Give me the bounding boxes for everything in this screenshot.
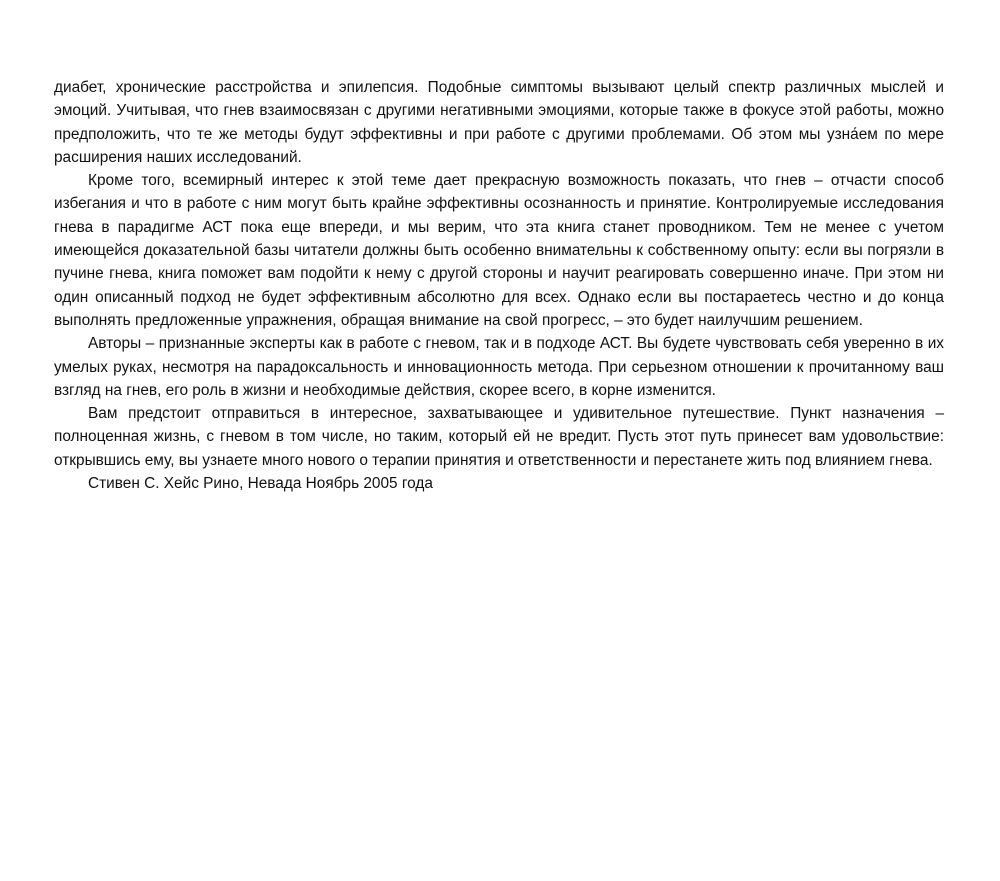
paragraph-4: Вам предстоит отправиться в интересное, захватывающее и удивительное путешествие. Пункт назначения – полноценная жизнь, с гневом в том числе, но таким, который ей не вредит. Пусть этот путь принесет вам удовольствие: открывшись ему, вы узнаете много нового о терапии принятия и ответственности и перестанете жить под влиянием гнева. bbox=[54, 405, 944, 469]
paragraph-3: Авторы – признанные эксперты как в работе с гневом, так и в подходе АСТ. Вы будете чувствовать себя уверенно в их умелых руках, несмотря на парадоксальность и инновационность метода. При серьезном отношении к прочитанному ваш взгляд на гнев, его роль в жизни и необходимые действия, скорее всего, в корне изменится. bbox=[54, 335, 944, 399]
signature: Стивен С. Хейс Рино, Невада Ноябрь 2005 года bbox=[88, 475, 433, 493]
document-page bbox=[54, 76, 944, 495]
paragraph-2: Кроме того, всемирный интерес к этой теме дает прекрасную возможность показать, что гнев – отчасти способ избегания и что в работе с ним могут быть крайне эффективны осознанность и принятие. Контролируемые исследования гнева в парадигме АСТ пока еще впереди, и мы верим, что эта книга станет проводником. Тем не менее с учетом имеющейся доказательной базы читатели должны быть особенно внимательны к собственному опыту: если вы погрязли в пучине гнева, книга поможет вам подойти к нему с другой стороны и научит реагировать совершенно иначе. При этом ни один описанный подход не будет эффективным абсолютно для всех. Однако если вы постараетесь честно и до конца выполнять предложенные упражнения, обращая внимание на свой прогресс, – это будет наилучшим решением. bbox=[54, 172, 944, 329]
paragraph-1: диабет, хронические расстройства и эпилепсия. Подобные симптомы вызывают целый спектр различных мыслей и эмоций. Учитывая, что гнев взаимосвязан с другими негативными эмоциями, которые также в фокусе этой работы, можно предположить, что те же методы будут эффективны и при работе с другими проблемами. Об этом мы узна́ем по мере расширения наших исследований. bbox=[54, 79, 944, 166]
